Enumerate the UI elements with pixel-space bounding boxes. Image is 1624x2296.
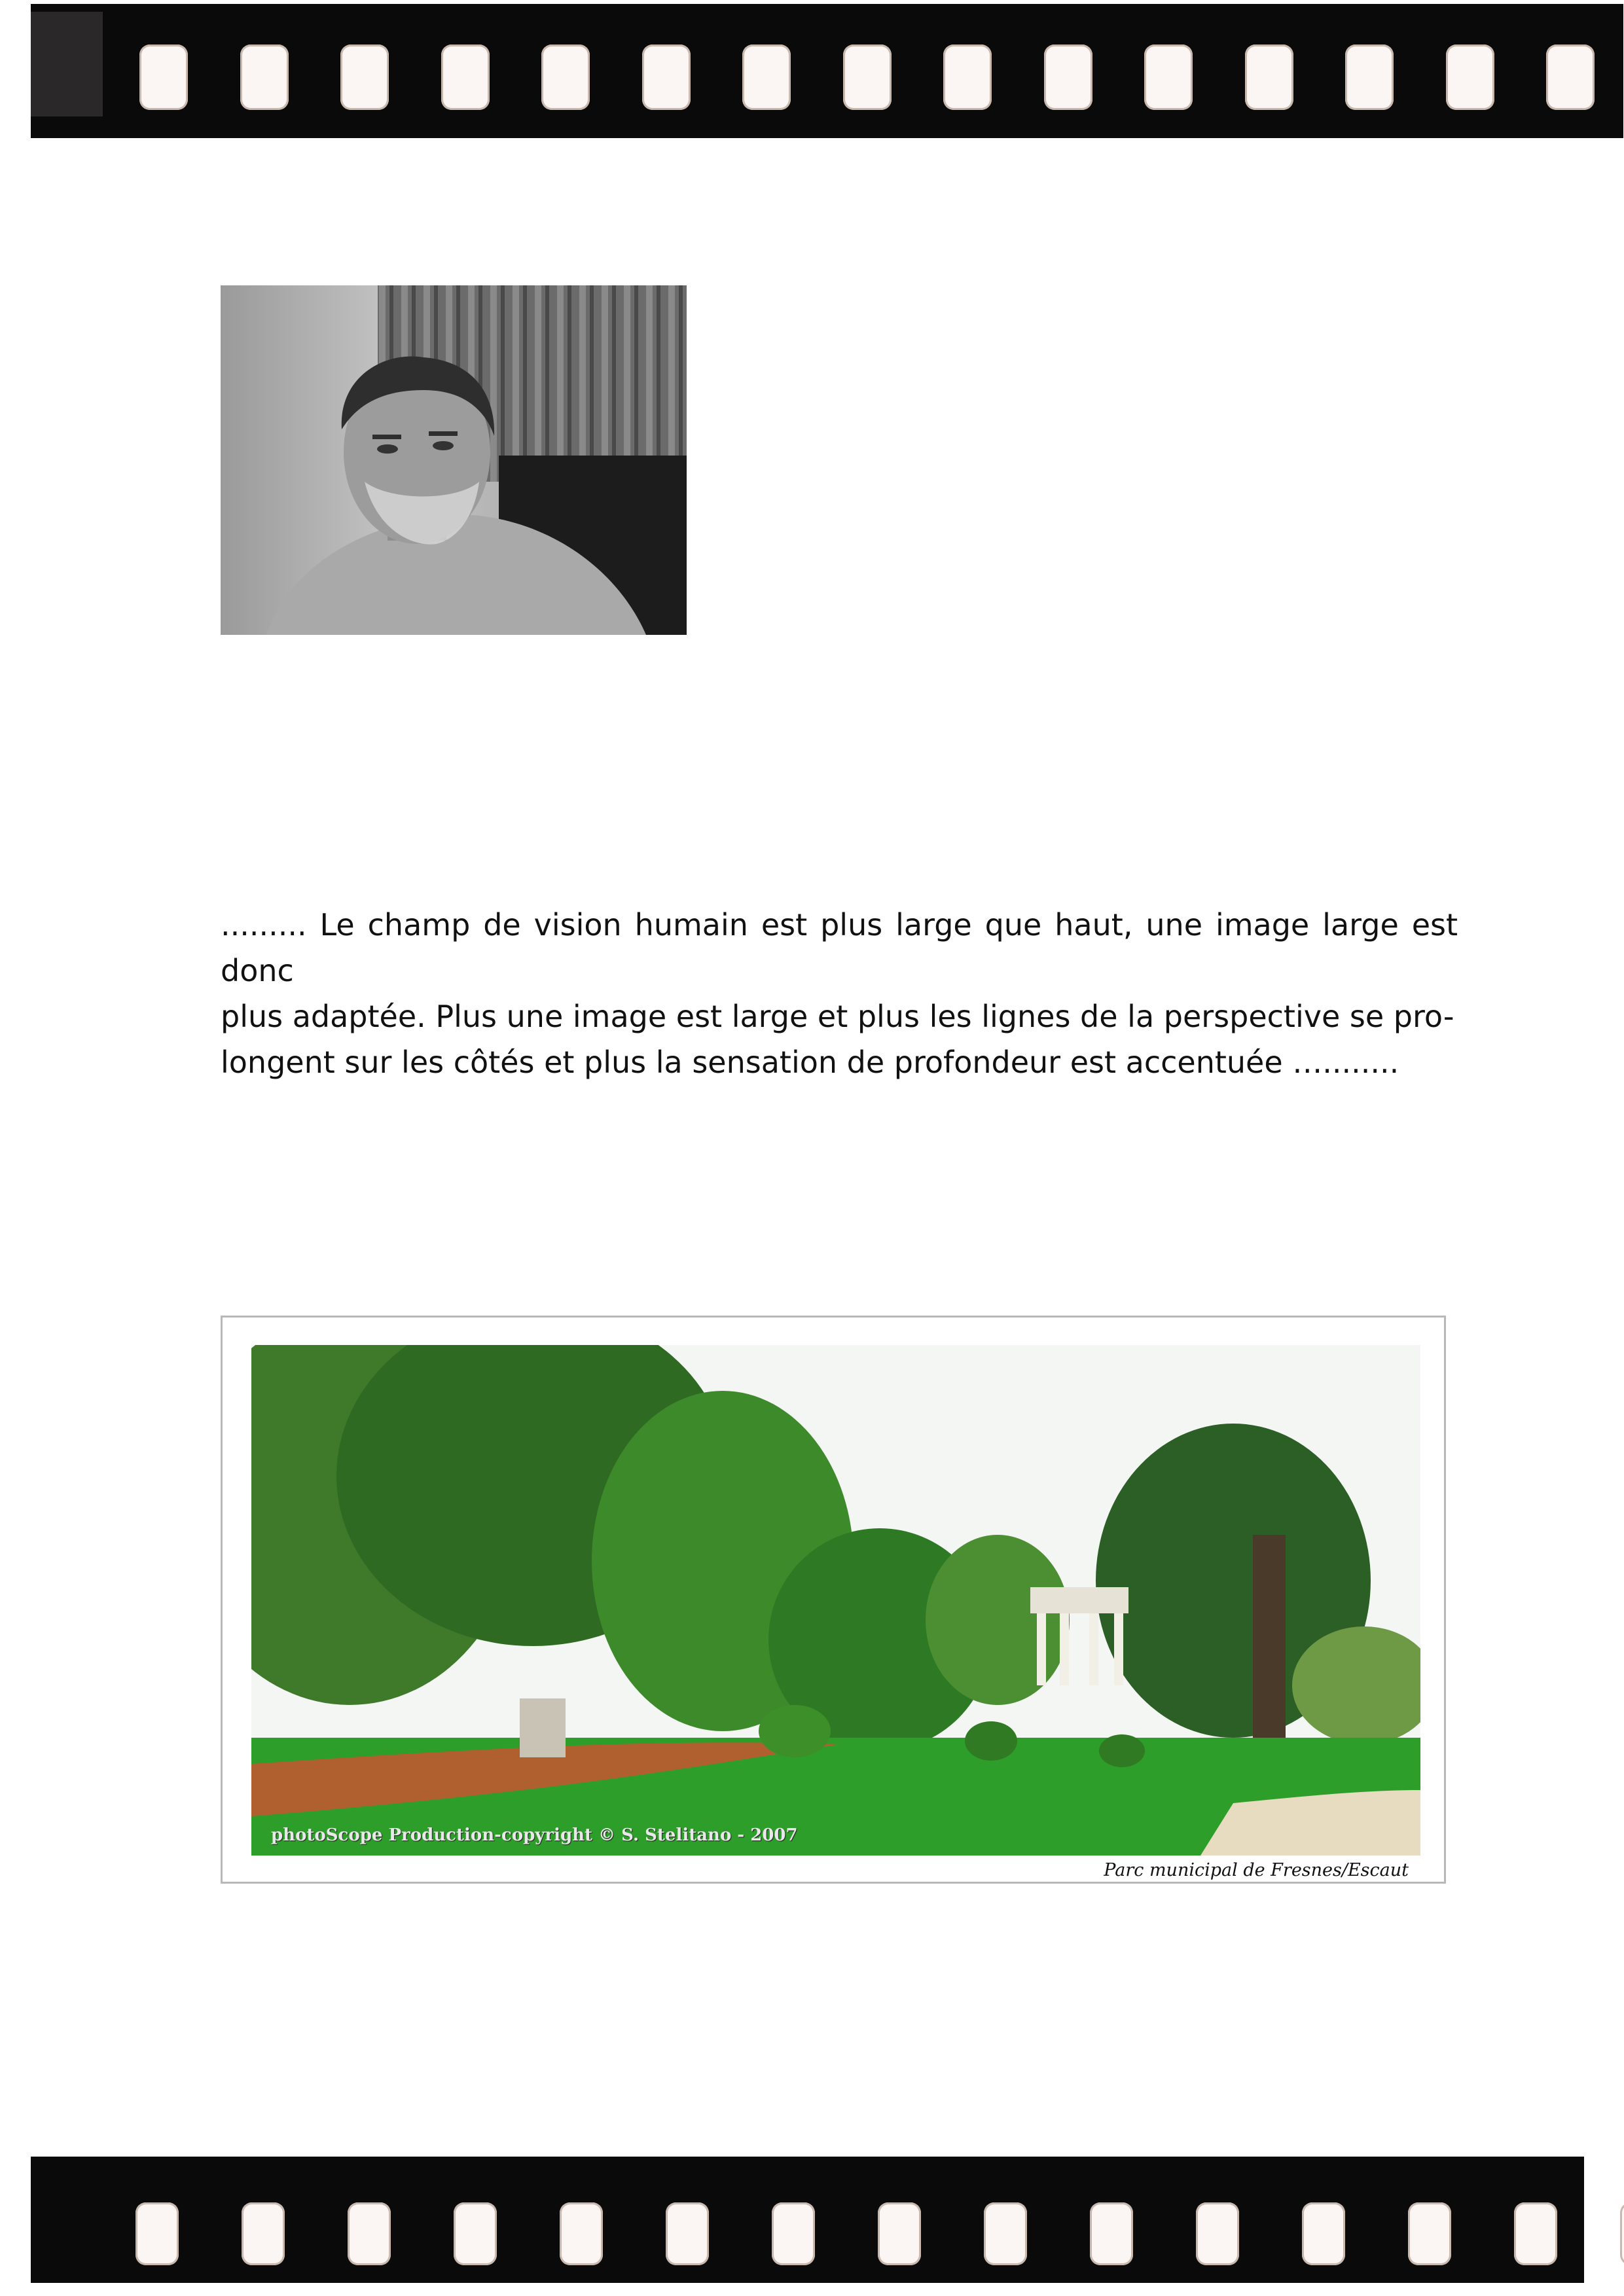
film-sprocket-hole: [139, 45, 188, 110]
film-sprocket-hole: [666, 2202, 709, 2265]
film-sprocket-hole: [135, 2202, 179, 2265]
film-sprocket-hole: [1090, 2202, 1133, 2265]
film-sprocket-hole: [242, 2202, 285, 2265]
film-sprocket-hole: [1345, 45, 1394, 110]
portrait-photo: [221, 285, 687, 635]
film-sprocket-hole: [348, 2202, 391, 2265]
film-sprocket-hole: [1302, 2202, 1345, 2265]
film-sprocket-hole: [1245, 45, 1293, 110]
film-sprocket-hole: [1514, 2202, 1557, 2265]
body-paragraph: [221, 902, 1458, 1085]
film-sprocket-hole: [943, 45, 992, 110]
film-sprocket-hole: [1044, 45, 1092, 110]
film-sprocket-hole: [340, 45, 389, 110]
panorama-frame: [221, 1316, 1446, 1884]
body-line: ......... Le champ de vision humain est plus large que haut, une image large est donc: [221, 907, 1458, 988]
film-strip-corner: [31, 12, 103, 117]
film-sprocket-hole: [1620, 2202, 1624, 2265]
film-sprocket-hole: [1196, 2202, 1239, 2265]
copyright-text: photoScope Production-copyright © S. Stelitano - 2007: [271, 1825, 798, 1845]
body-line: longent sur les côtés et plus la sensation de profondeur est accentuée …........: [221, 1045, 1399, 1080]
body-line: plus adaptée. Plus une image est large et plus les lignes de la perspective se pro-: [221, 999, 1454, 1034]
film-sprocket-hole: [843, 45, 892, 110]
film-sprocket-hole: [1546, 45, 1595, 110]
film-sprocket-hole: [642, 45, 691, 110]
photo-caption: Parc municipal de Fresnes/Escaut: [1104, 1860, 1409, 1880]
film-sprocket-hole: [560, 2202, 603, 2265]
film-sprocket-hole: [240, 45, 289, 110]
film-sprocket-hole: [878, 2202, 921, 2265]
film-strip-top: [31, 4, 1623, 138]
film-sprocket-hole: [1408, 2202, 1451, 2265]
film-sprocket-hole: [441, 45, 490, 110]
film-sprocket-hole: [742, 45, 791, 110]
film-sprocket-hole: [984, 2202, 1027, 2265]
film-sprocket-hole: [772, 2202, 815, 2265]
film-strip-bottom: [31, 2157, 1584, 2283]
film-sprocket-hole: [541, 45, 590, 110]
film-sprocket-hole: [1446, 45, 1494, 110]
film-sprocket-hole: [1144, 45, 1193, 110]
panorama-photo: [251, 1345, 1420, 1856]
film-sprocket-hole: [454, 2202, 497, 2265]
